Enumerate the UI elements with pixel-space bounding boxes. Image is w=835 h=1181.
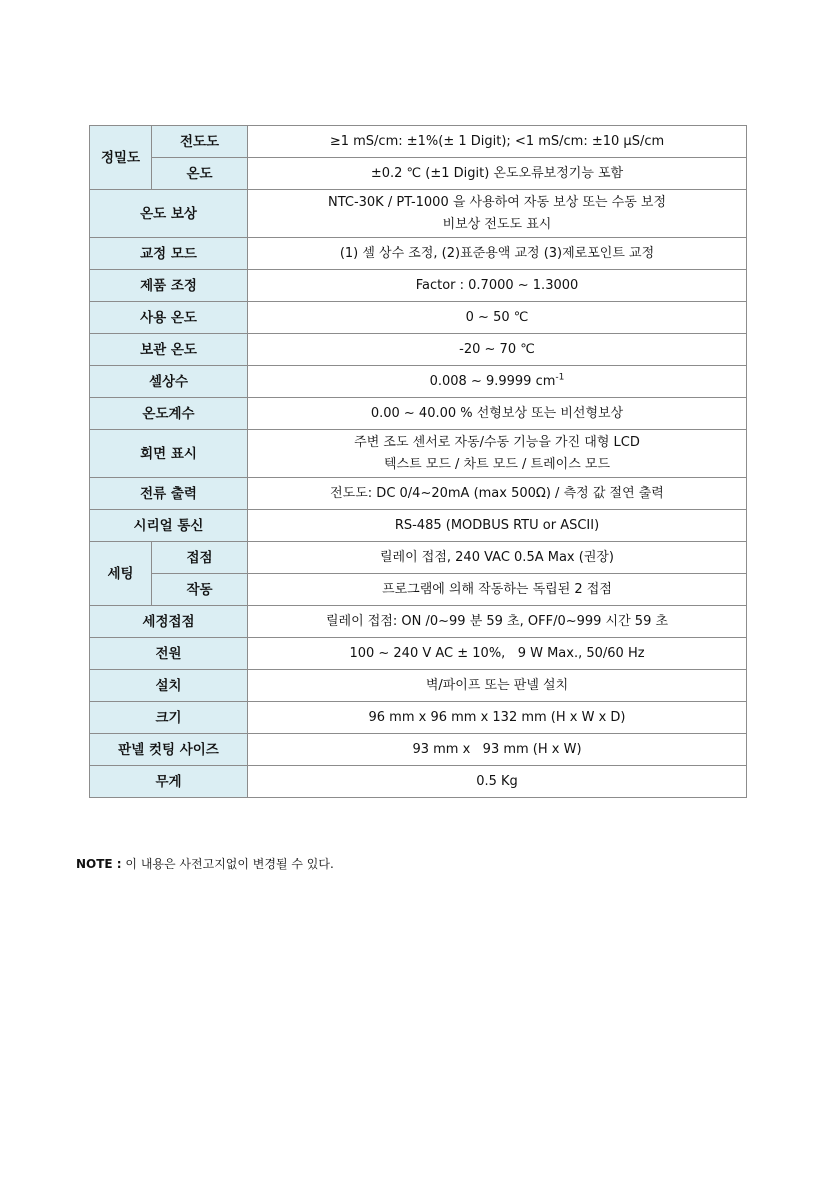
temp-comp-line2: 비보상 전도도 표시 bbox=[442, 216, 552, 232]
panel-cut-value: 93 mm x 93 mm (H x W) bbox=[248, 734, 747, 766]
row-operating-temp bbox=[90, 302, 747, 334]
display-value bbox=[248, 430, 747, 478]
operation-value: 프로그램에 의해 작동하는 독립된 2 접점 bbox=[248, 574, 747, 606]
storage-temp-value: -20 ~ 70 ℃ bbox=[248, 334, 747, 366]
row-contact bbox=[90, 542, 747, 574]
row-cell-constant bbox=[90, 366, 747, 398]
size-value: 96 mm x 96 mm x 132 mm (H x W x D) bbox=[248, 702, 747, 734]
note-text: 이 내용은 사전고지없이 변경될 수 있다. bbox=[121, 857, 334, 871]
note bbox=[76, 856, 334, 872]
temp-coeff-value: 0.00 ~ 40.00 % 선형보상 또는 비선형보상 bbox=[248, 398, 747, 430]
temperature-label: 온도 bbox=[152, 158, 248, 190]
power-value: 100 ~ 240 V AC ± 10%, 9 W Max., 50/60 Hz bbox=[248, 638, 747, 670]
wash-contact-value: 릴레이 접점: ON /0~99 분 59 초, OFF/0~999 시간 59 초 bbox=[248, 606, 747, 638]
row-current-output bbox=[90, 478, 747, 510]
row-wash-contact bbox=[90, 606, 747, 638]
conductivity-value: ≥1 mS/cm: ±1%(± 1 Digit); <1 mS/cm: ±10 µS/cm bbox=[248, 126, 747, 158]
temp-comp-value bbox=[248, 190, 747, 238]
row-temperature bbox=[90, 158, 747, 190]
panel-cut-label: 판넬 컷팅 사이즈 bbox=[90, 734, 248, 766]
size-label: 크기 bbox=[90, 702, 248, 734]
spec-table bbox=[89, 125, 747, 798]
row-weight bbox=[90, 766, 747, 798]
weight-label: 무게 bbox=[90, 766, 248, 798]
product-adjust-label: 제품 조정 bbox=[90, 270, 248, 302]
operating-temp-value: 0 ~ 50 ℃ bbox=[248, 302, 747, 334]
temp-coeff-label: 온도계수 bbox=[90, 398, 248, 430]
setting-label: 세팅 bbox=[90, 542, 152, 606]
cell-constant-text: 0.008 ~ 9.9999 cm bbox=[429, 373, 556, 389]
power-label: 전원 bbox=[90, 638, 248, 670]
row-conductivity bbox=[90, 126, 747, 158]
note-label: NOTE : bbox=[76, 857, 122, 871]
row-operation bbox=[90, 574, 747, 606]
storage-temp-label: 보관 온도 bbox=[90, 334, 248, 366]
row-product-adjust bbox=[90, 270, 747, 302]
display-line2: 텍스트 모드 / 차트 모드 / 트레이스 모드 bbox=[383, 456, 611, 472]
current-output-label: 전류 출력 bbox=[90, 478, 248, 510]
conductivity-label: 전도도 bbox=[152, 126, 248, 158]
row-serial bbox=[90, 510, 747, 542]
row-display bbox=[90, 430, 747, 478]
row-install bbox=[90, 670, 747, 702]
display-line1: 주변 조도 센서로 자동/수동 기능을 가진 대형 LCD bbox=[354, 434, 640, 450]
product-adjust-value: Factor : 0.7000 ~ 1.3000 bbox=[248, 270, 747, 302]
current-output-value: 전도도: DC 0/4~20mA (max 500Ω) / 측정 값 절연 출력 bbox=[248, 478, 747, 510]
calibration-value: (1) 셀 상수 조정, (2)표준용액 교정 (3)제로포인트 교정 bbox=[248, 238, 747, 270]
row-calibration bbox=[90, 238, 747, 270]
row-temp-coeff bbox=[90, 398, 747, 430]
precision-label: 정밀도 bbox=[90, 126, 152, 190]
cell-constant-exponent: -1 bbox=[555, 372, 565, 383]
contact-value: 릴레이 접점, 240 VAC 0.5A Max (권장) bbox=[248, 542, 747, 574]
operation-label: 작동 bbox=[152, 574, 248, 606]
row-power bbox=[90, 638, 747, 670]
operating-temp-label: 사용 온도 bbox=[90, 302, 248, 334]
install-value: 벽/파이프 또는 판넬 설치 bbox=[248, 670, 747, 702]
contact-label: 접점 bbox=[152, 542, 248, 574]
row-temp-comp bbox=[90, 190, 747, 238]
wash-contact-label: 세정접점 bbox=[90, 606, 248, 638]
serial-label: 시리얼 통신 bbox=[90, 510, 248, 542]
temperature-value: ±0.2 ℃ (±1 Digit) 온도오류보정기능 포함 bbox=[248, 158, 747, 190]
cell-constant-label: 셀상수 bbox=[90, 366, 248, 398]
temp-comp-line1: NTC-30K / PT-1000 을 사용하여 자동 보상 또는 수동 보정 bbox=[327, 194, 667, 210]
row-storage-temp bbox=[90, 334, 747, 366]
row-size bbox=[90, 702, 747, 734]
row-panel-cut bbox=[90, 734, 747, 766]
serial-value: RS-485 (MODBUS RTU or ASCII) bbox=[248, 510, 747, 542]
install-label: 설치 bbox=[90, 670, 248, 702]
cell-constant-value bbox=[248, 366, 747, 398]
temp-comp-label: 온도 보상 bbox=[90, 190, 248, 238]
calibration-label: 교정 모드 bbox=[90, 238, 248, 270]
display-label: 회면 표시 bbox=[90, 430, 248, 478]
weight-value: 0.5 Kg bbox=[248, 766, 747, 798]
